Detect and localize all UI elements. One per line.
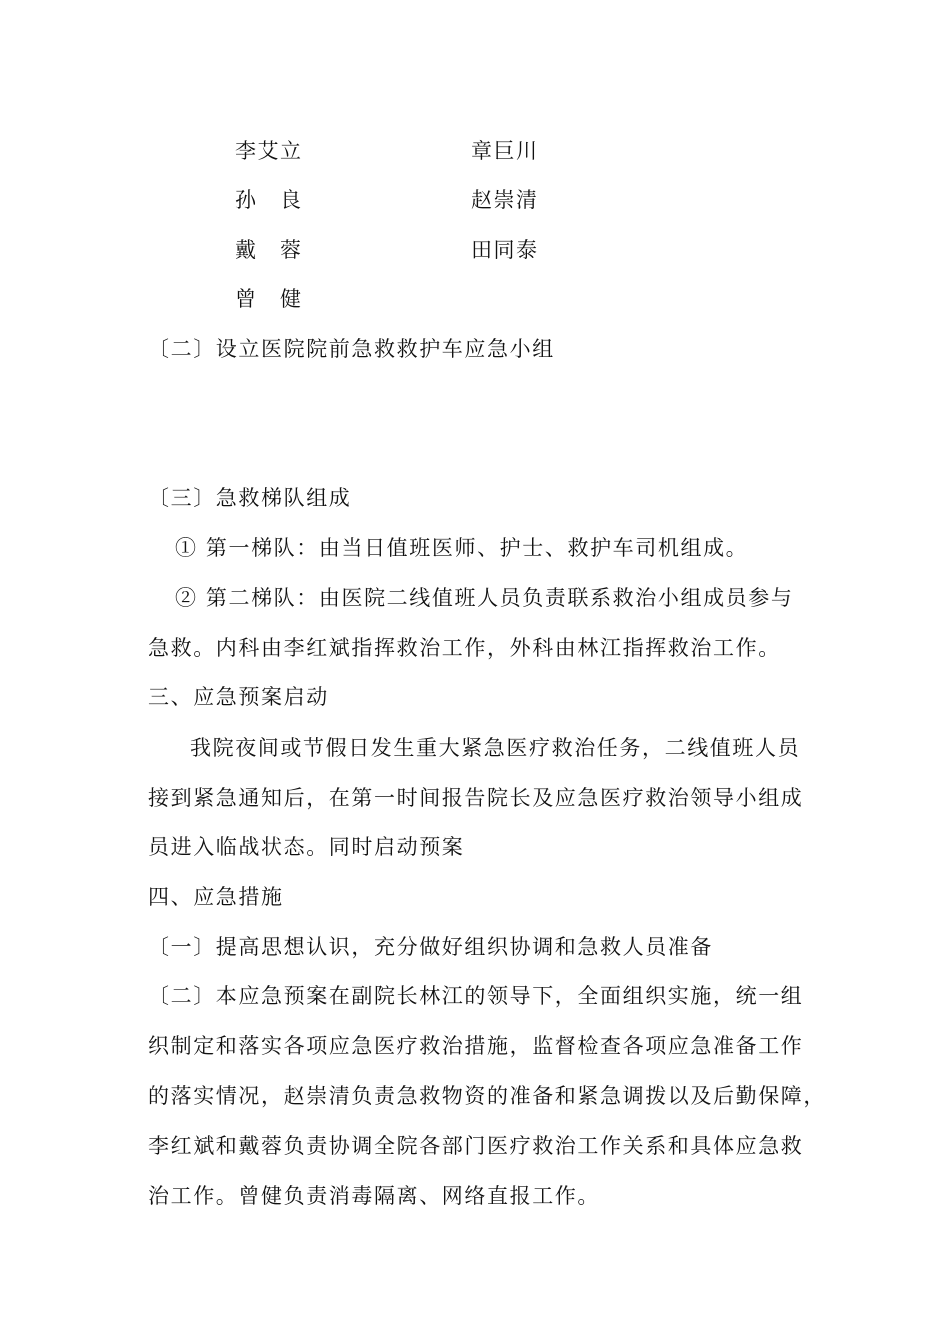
member-name: 赵崇清	[471, 188, 539, 212]
paragraph-line: 接到紧急通知后，在第一时间报告院长及应急医疗救治领导小组成	[148, 786, 804, 810]
member-name: 曾 健	[235, 287, 303, 311]
measure-item-1: 〔一〕提高思想认识，充分做好组织协调和急救人员准备	[148, 935, 713, 959]
section-3-title: 〔三〕急救梯队组成	[148, 486, 352, 510]
measure-item-2-line: 治工作。曾健负责消毒隔离、网络直报工作。	[148, 1184, 600, 1208]
measure-item-2-line: 的落实情况，赵崇清负责急救物资的准备和紧急调拨以及后勤保障，	[148, 1084, 826, 1108]
heading-emergency-measures: 四、应急措施	[148, 885, 284, 909]
measure-item-2-line: 织制定和落实各项应急医疗救治措施，监督检查各项应急准备工作	[148, 1034, 804, 1058]
section-2-title: 〔二〕设立医院院前急救救护车应急小组	[148, 337, 555, 361]
member-name: 李艾立	[235, 139, 303, 163]
echelon-item-1: ① 第一梯队：由当日值班医师、护士、救护车司机组成。	[175, 536, 749, 560]
paragraph-line: 员进入临战状态。同时启动预案	[148, 835, 465, 859]
echelon-item-2-line: 急救。内科由李红斌指挥救治工作，外科由林江指挥救治工作。	[148, 636, 781, 660]
member-name: 章巨川	[471, 139, 539, 163]
heading-plan-activation: 三、应急预案启动	[148, 685, 329, 709]
member-name: 田同泰	[471, 238, 539, 262]
echelon-item-2-line: ② 第二梯队：由医院二线值班人员负责联系救治小组成员参与	[175, 586, 794, 610]
measure-item-2-line: 李红斌和戴蓉负责协调全院各部门医疗救治工作关系和具体应急救	[148, 1134, 804, 1158]
paragraph-line: 我院夜间或节假日发生重大紧急医疗救治任务，二线值班人员	[190, 736, 801, 760]
member-name: 孙 良	[235, 188, 303, 212]
measure-item-2-line: 〔二〕本应急预案在副院长林江的领导下，全面组织实施，统一组	[148, 984, 804, 1008]
member-name: 戴 蓉	[235, 238, 303, 262]
